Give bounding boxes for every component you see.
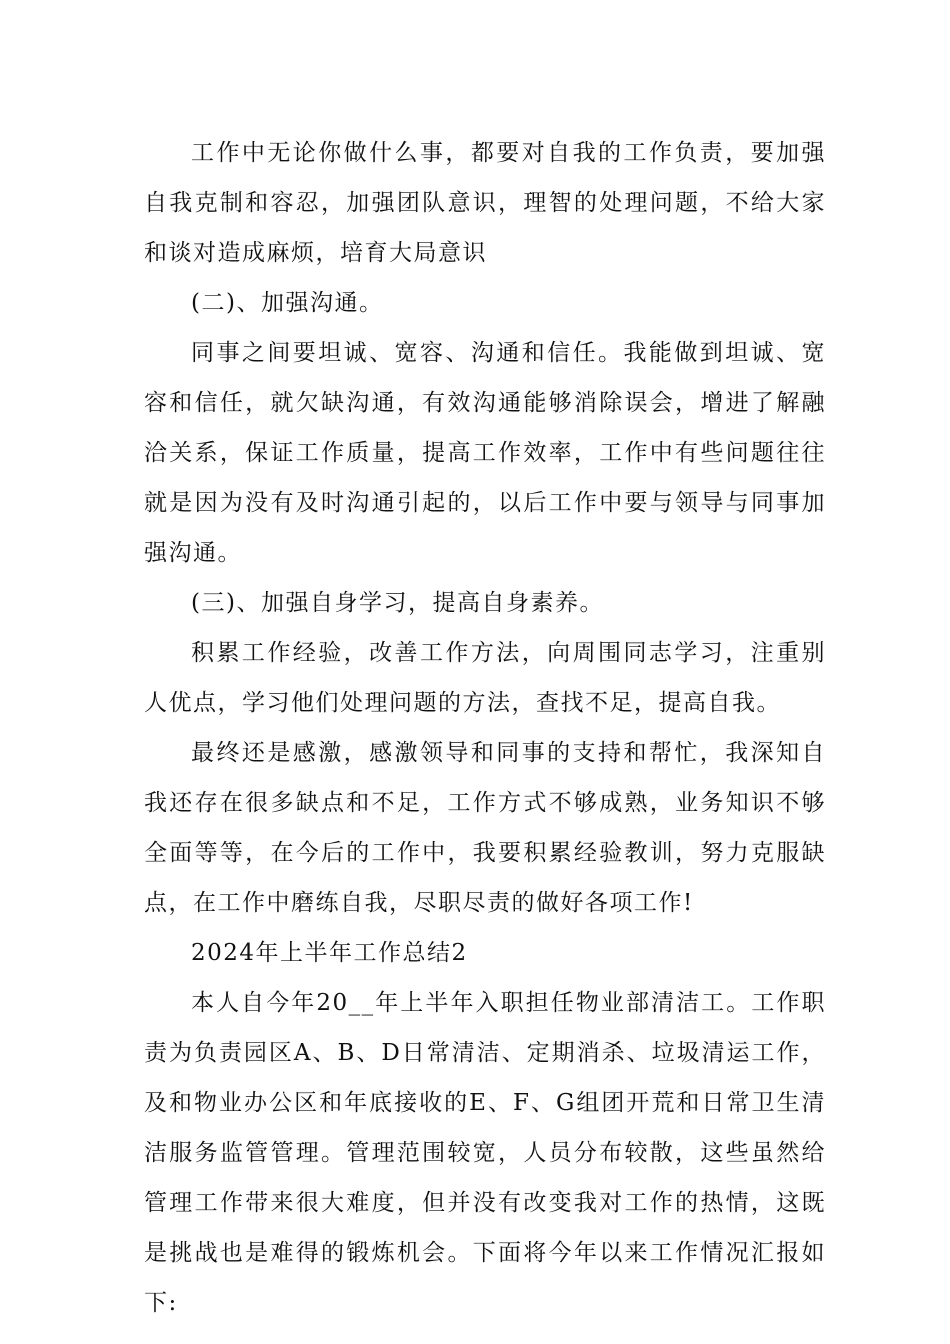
paragraph-self-study: 积累工作经验，改善工作方法，向周围同志学习，注重别人优点，学习他们处理问题的方法，查找不足，提高自我。 xyxy=(144,640,826,716)
paragraph-gratitude: 最终还是感激，感激领导和同事的支持和帮忙，我深知自我还存在很多缺点和不足，工作方式不够成熟，业务知识不够全面等等，在今后的工作中，我要积累经验教训，努力克服缺点，在工作中磨练自我，尽职尽责的做好各项工作! xyxy=(144,740,826,916)
paragraph-communication: 同事之间要坦诚、宽容、沟通和信任。我能做到坦诚、宽容和信任，就欠缺沟通，有效沟通能够消除误会，增进了解融洽关系，保证工作质量，提高工作效率，工作中有些问题往往就是因为没有及时沟通引起的，以后工作中要与领导与同事加强沟通。 xyxy=(144,340,826,566)
paragraph-teamwork: 工作中无论你做什么事，都要对自我的工作负责，要加强自我克制和容忍，加强团队意识，理智的处理问题，不给大家和谈对造成麻烦，培育大局意识 xyxy=(144,140,826,266)
section-title-summary-2: 2024年上半年工作总结2 xyxy=(191,940,468,966)
heading-communication: (二)、加强沟通。 xyxy=(191,290,384,316)
document-body xyxy=(144,128,826,1328)
heading-self-study: (三)、加强自身学习，提高自身素养。 xyxy=(191,590,604,616)
paragraph-job-intro: 本人自今年20__年上半年入职担任物业部清洁工。工作职责为负责园区A、B、D日常清洁、定期消杀、垃圾清运工作，及和物业办公区和年底接收的E、F、G组团开荒和日常卫生清洁服务监管管理。管理范围较宽，人员分布较散，这些虽然给管理工作带来很大难度，但并没有改变我对工作的热情，这既是挑战也是难得的锻炼机会。下面将今年以来工作情况汇报如下: xyxy=(144,990,826,1316)
